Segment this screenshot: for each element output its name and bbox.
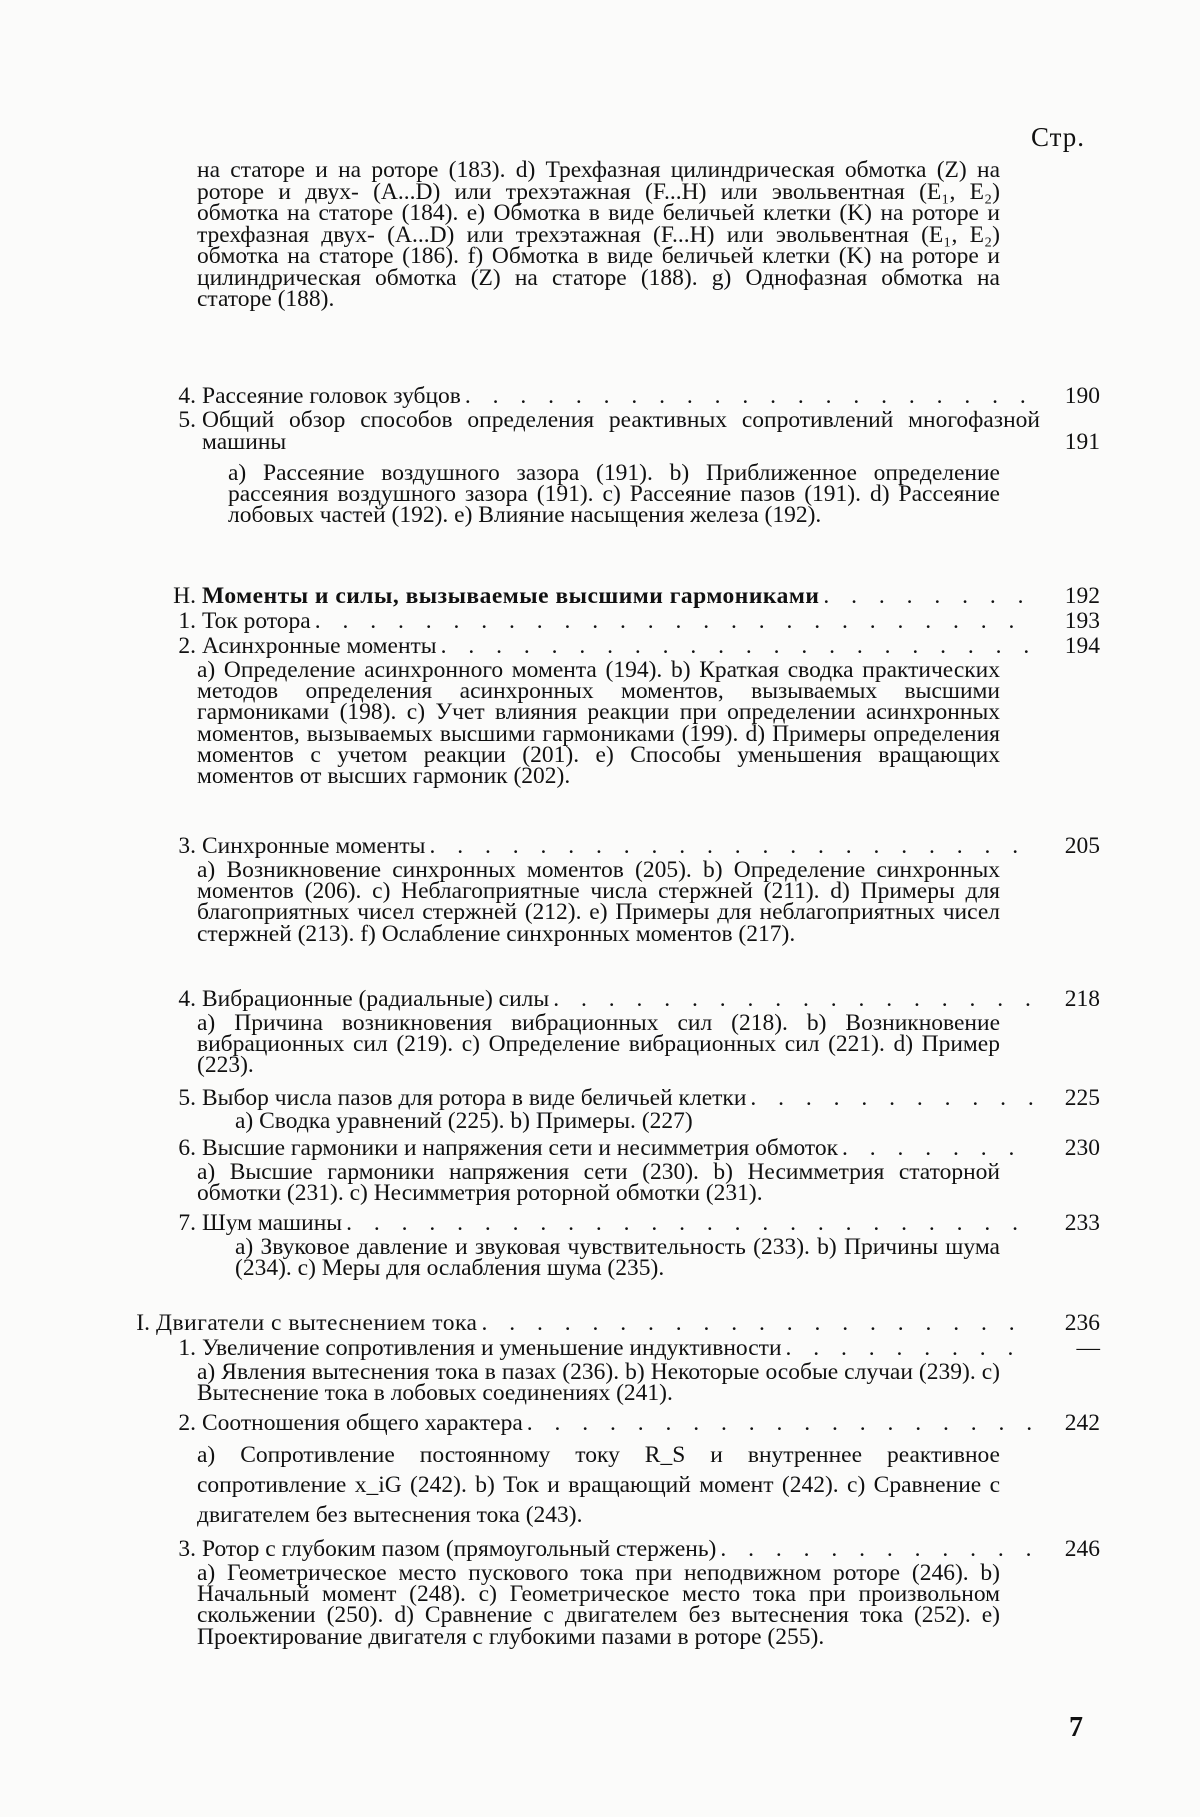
leader-dots: [750, 1087, 1036, 1109]
entry-subitems: a) Определение асинхронного момента (194). b) Краткая сводка практических методов определения асинхронных моментов, вызываемых высшими гармониками (198). c) Учет влияния реакции при определении асинхронных моментов, вызываемых высшими гармониками (199). d) Примеры определения моментов с учетом реакции (201). e) Способы уменьшения вращающих моментов от высших гармоник (202).: [197, 660, 1000, 787]
entry-page: 193: [1040, 610, 1100, 632]
entry-number: 4.: [160, 385, 196, 407]
leader-dots: [465, 385, 1036, 407]
entry-number: 5.: [160, 1087, 196, 1109]
entry-title: Высшие гармоники и напряжения сети и несимметрия обмоток: [202, 1137, 838, 1159]
leader-dots: [429, 835, 1036, 857]
leader-dots: [346, 1212, 1036, 1234]
entry-page: 190: [1040, 385, 1100, 407]
entry-number: 3.: [160, 1538, 196, 1560]
entry-number: 2.: [160, 1412, 196, 1434]
toc-entry-h3[interactable]: [160, 835, 1100, 857]
entry-number: 6.: [160, 1137, 196, 1159]
toc-entry-h5[interactable]: [160, 1087, 1100, 1109]
entry-subitems: a) Высшие гармоники напряжения сети (230). b) Несимметрия статорной обмотки (231). c) Несимметрия роторной обмотки (231).: [197, 1162, 1000, 1204]
leader-dots: [823, 585, 1036, 607]
toc-entry-g5[interactable]: [160, 409, 1100, 453]
entry-title: Синхронные моменты: [202, 835, 425, 857]
leader-dots: [527, 1412, 1036, 1434]
toc-entry-i1[interactable]: [160, 1337, 1100, 1359]
entry-title: Асинхронные моменты: [202, 635, 437, 657]
entry-number: 7.: [160, 1212, 196, 1234]
toc-entry-g4[interactable]: [160, 385, 1100, 407]
entry-title: Увеличение сопротивления и уменьшение индуктивности: [202, 1337, 782, 1359]
entry-subitems: a) Сводка уравнений (225). b) Примеры. (227): [235, 1111, 1000, 1132]
toc-entry-i3[interactable]: [160, 1538, 1100, 1560]
entry-number: 4.: [160, 988, 196, 1010]
entry-page: 205: [1040, 835, 1100, 857]
toc-entry-h4[interactable]: [160, 988, 1100, 1010]
entry-page: 230: [1040, 1137, 1100, 1159]
entry-subitems: a) Звуковое давление и звуковая чувствительность (233). b) Причины шума (234). c) Меры для ослабления шума (235).: [235, 1237, 1000, 1279]
entry-page: 242: [1040, 1412, 1100, 1434]
leader-dots: [315, 610, 1036, 632]
entry-number: 2.: [160, 635, 196, 657]
leader-dots: [482, 1312, 1037, 1334]
leader-dots: [786, 1337, 1036, 1359]
entry-title: Ротор с глубоким пазом (прямоугольный стержень): [202, 1538, 716, 1560]
leader-dots: [842, 1137, 1036, 1159]
leader-dots: [441, 635, 1036, 657]
section-letter: H.: [160, 585, 196, 607]
entry-subitems: a) Геометрическое место пускового тока при неподвижном роторе (246). b) Начальный момент (248). c) Геометрическое место тока при произвольном скольжении (250). d) Сравнение с двигателем без вытеснения тока (252). e) Проектирование двигателя с глубокими пазами в роторе (255).: [197, 1563, 1000, 1648]
entry-number: 5.: [160, 409, 196, 431]
section-title: Двигатели с вытеснением тока: [156, 1312, 478, 1334]
entry-number: 1.: [160, 1337, 196, 1359]
entry-page: —: [1040, 1337, 1100, 1359]
page-column-label: Стр.: [1031, 122, 1085, 153]
intro-paragraph: на статоре и на роторе (183). d) Трехфазная цилиндрическая обмотка (Z) на роторе и двух- (A...D) или трехэтажная (F...H) или эвольвентная (E₁, E₂) обмотка на статоре (184). e) Обмотка в виде беличьей клетки (K) на роторе и трехфазная двух- (A...D) или трехэтажная (F...H) или эвольвентная (E₁, E₂) обмотка на статоре (186). f) Обмотка в виде беличьей клетки (K) на роторе и цилиндрическая обмотка (Z) на статоре (188). g) Однофазная обмотка на статоре (188).: [197, 160, 1000, 311]
entry-page: 225: [1040, 1087, 1100, 1109]
entry-subitems: a) Сопротивление постоянному току R_S и внутреннее реактивное сопротивление x_iG (242). b) Ток и вращающий момент (242). c) Сравнение с двигателем без вытеснения тока (243).: [197, 1440, 1000, 1530]
entry-page: 218: [1040, 988, 1100, 1010]
entry-number: 1.: [160, 610, 196, 632]
section-page: 236: [1040, 1312, 1100, 1334]
entry-page: 233: [1040, 1212, 1100, 1234]
section-title: Моменты и силы, вызываемые высшими гармониками: [202, 585, 819, 607]
entry-title: Вибрационные (радиальные) силы: [202, 988, 549, 1010]
page-number: 7: [1069, 1712, 1083, 1744]
leader-dots: [553, 988, 1036, 1010]
toc-entry-h1[interactable]: [160, 610, 1100, 632]
toc-section-i[interactable]: [122, 1312, 1100, 1334]
toc-entry-h7[interactable]: [160, 1212, 1100, 1234]
section-letter: I.: [122, 1312, 150, 1334]
leader-dots: [720, 1538, 1036, 1560]
entry-subitems: a) Явления вытеснения тока в пазах (236). b) Некоторые особые случаи (239). c) Вытеснение тока в лобовых соединениях (241).: [197, 1362, 1000, 1404]
entry-subitems: a) Рассеяние воздушного зазора (191). b) Приближенное определение рассеяния воздушного зазора (191). c) Рассеяние пазов (191). d) Рассеяние лобовых частей (192). e) Влияние насыщения железа (192).: [228, 463, 1000, 527]
entry-page: 194: [1040, 635, 1100, 657]
entry-subitems: a) Возникновение синхронных моментов (205). b) Определение синхронных моментов (206). c) Неблагоприятные числа стержней (211). d) Примеры для благоприятных чисел стержней (212). e) Примеры для неблагоприятных чисел стержней (213). f) Ослабление синхронных моментов (217).: [197, 860, 1000, 945]
section-page: 192: [1040, 585, 1100, 607]
entry-title: Общий обзор способов определения реактивных сопротивлений многофазной машины: [202, 409, 1040, 453]
toc-section-h[interactable]: [160, 585, 1100, 607]
entry-title: Соотношения общего характера: [202, 1412, 523, 1434]
entry-number: 3.: [160, 835, 196, 857]
toc-entry-h2[interactable]: [160, 635, 1100, 657]
entry-page: 246: [1040, 1538, 1100, 1560]
entry-page: 191: [1040, 431, 1100, 453]
entry-title: Шум машины: [202, 1212, 342, 1234]
entry-subitems: a) Причина возникновения вибрационных сил (218). b) Возникновение вибрационных сил (219). c) Определение вибрационных сил (221). d) Пример (223).: [197, 1013, 1000, 1077]
book-page: [0, 0, 1200, 1817]
entry-title: Ток ротора: [202, 610, 311, 632]
entry-title: Выбор числа пазов для ротора в виде беличьей клетки: [202, 1087, 746, 1109]
toc-entry-i2[interactable]: [160, 1412, 1100, 1434]
entry-title: Рассеяние головок зубцов: [202, 385, 461, 407]
toc-entry-h6[interactable]: [160, 1137, 1100, 1159]
